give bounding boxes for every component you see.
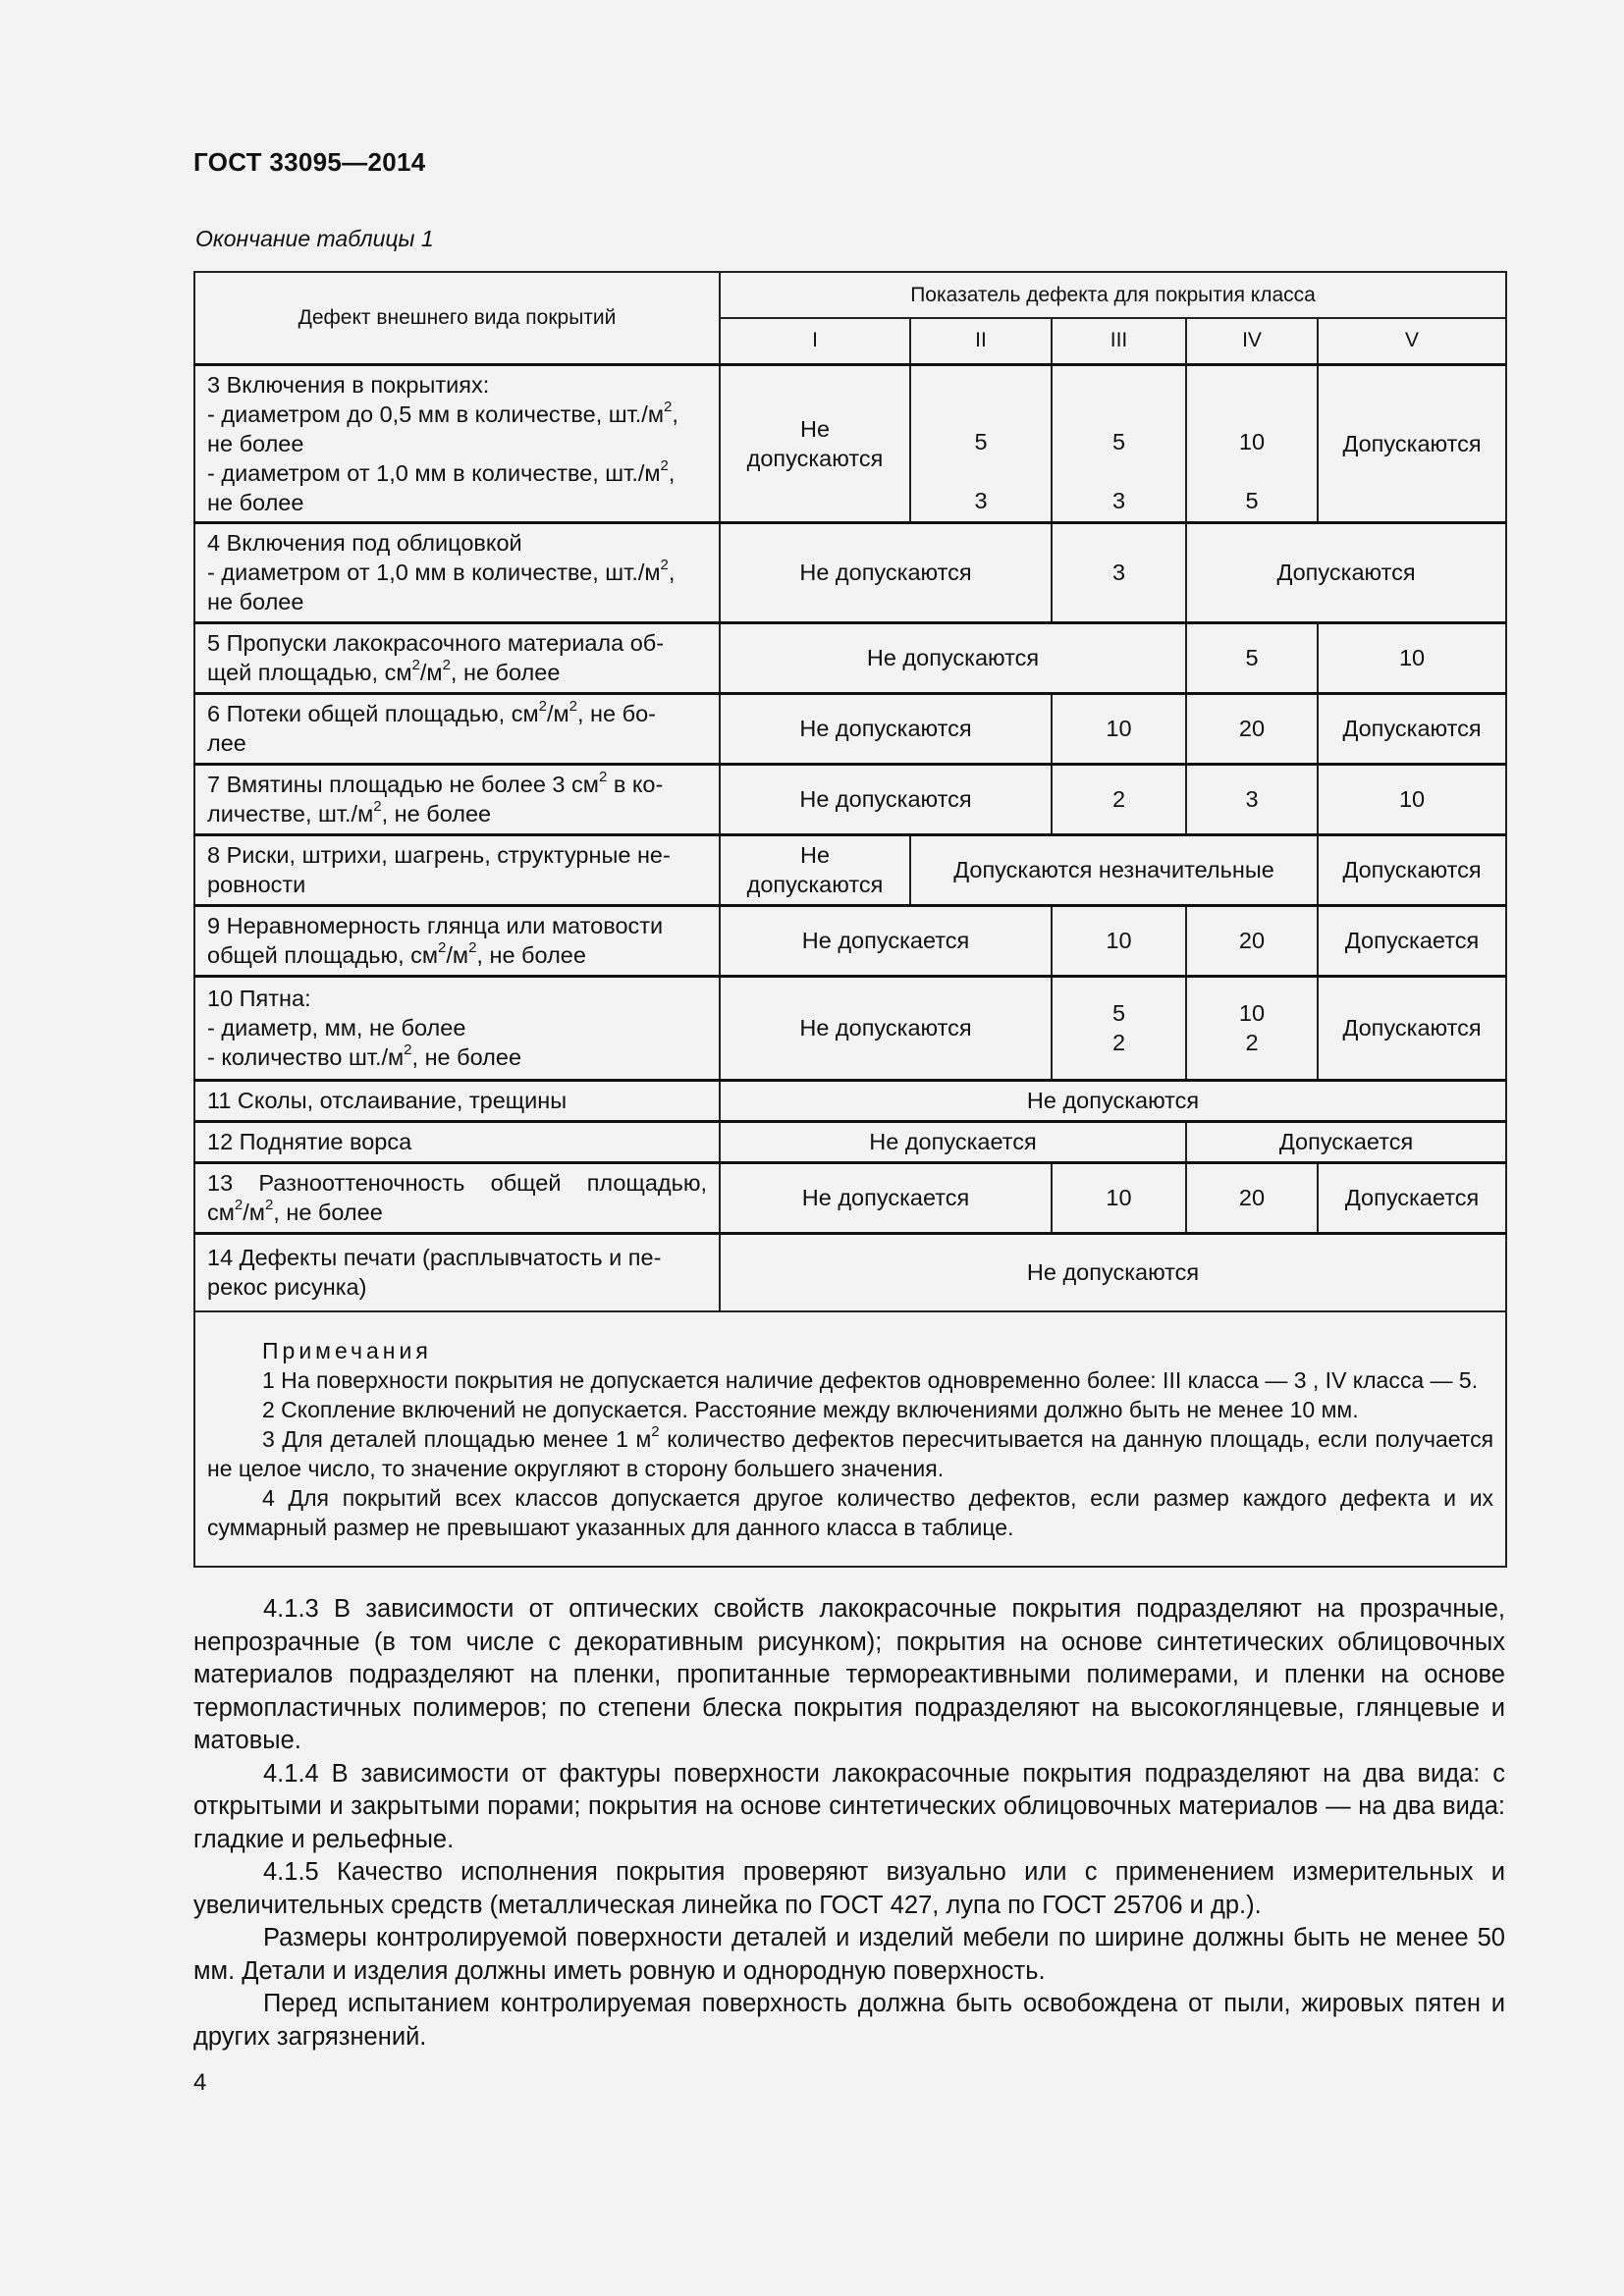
class-header-iv: IV xyxy=(1186,318,1318,364)
defect-name: 10 Пятна: - диаметр, мм, не более - количество $шт./м^2$, не более xyxy=(194,976,720,1080)
value-class-ii: 5 3 xyxy=(910,364,1052,522)
table-row xyxy=(194,1162,1506,1233)
notes-title: Примечания xyxy=(262,1338,432,1363)
value-class-i-ii: Не допускаются xyxy=(720,764,1052,834)
value-class-v: Допускаются xyxy=(1318,364,1506,522)
value-class-i-ii: Не допускаются xyxy=(720,522,1052,622)
class-header-v: V xyxy=(1318,318,1506,364)
value-class-i: Не допускаются xyxy=(720,834,910,905)
defect-column-header: Дефект внешнего вида покрытий xyxy=(194,272,720,364)
value-class-i-ii: Не допускается xyxy=(720,1162,1052,1233)
value-class-v: 10 xyxy=(1318,622,1506,693)
paragraph-cleaning: Перед испытанием контролируемая поверхность должна быть освобождена от пыли, жировых пятен и других загрязнений. xyxy=(193,1990,1505,2051)
paragraph-sizes: Размеры контролируемой поверхности деталей и изделий мебели по ширине должны быть не менее 50 мм. Детали и изделия должны иметь ровную и однородную поверхность. xyxy=(193,1924,1505,1985)
value-class-iv: 20 xyxy=(1186,1162,1318,1233)
value-class-i-iii: Не допускается xyxy=(720,1121,1186,1162)
value-class-iii: 10 xyxy=(1052,1162,1186,1233)
defect-name: 11 Сколы, отслаивание, трещины xyxy=(194,1080,720,1121)
value-class-iii: 5 2 xyxy=(1052,976,1186,1080)
value-class-iii: 2 xyxy=(1052,764,1186,834)
defect-name: 13 Разнооттеночность общей площадью, $см^2/м^2$, не более xyxy=(194,1162,720,1233)
value-class-iv-v: Допускаются xyxy=(1186,522,1506,622)
value-class-i-ii: Не допускаются xyxy=(720,976,1052,1080)
value-class-v: Допускаются xyxy=(1318,976,1506,1080)
defect-name: 8 Риски, штрихи, шагрень, структурные не- ровности xyxy=(194,834,720,905)
defect-name: 3 Включения в покрытиях: - диаметром до 0,5 мм в количестве, $шт./м^2$, не более - диаметром от 1,0 мм в количестве, $шт./м^2$, не более xyxy=(194,364,720,522)
table-row xyxy=(194,834,1506,905)
value-class-iii: 5 3 xyxy=(1052,364,1186,522)
defect-name: 6 Потеки общей площадью, $см^2/м^2$, не бо- лее xyxy=(194,693,720,764)
body-text xyxy=(193,1593,1505,2054)
defect-name: 14 Дефекты печати (расплывчатость и пе- рекос рисунка) xyxy=(194,1233,720,1311)
table-row xyxy=(194,1233,1506,1311)
paragraph-4-1-4: 4.1.4 В зависимости от фактуры поверхности лакокрасочные покрытия подразделяют на два вида: с открытыми и закрытыми порами; покрытия на основе синтетических облицовочных материалов — на два вида: гладкие и рельефные. xyxy=(193,1759,1505,1853)
value-class-i: Не допускаются xyxy=(720,364,910,522)
value-class-iv: 10 2 xyxy=(1186,976,1318,1080)
defect-name: 9 Неравномерность глянца или матовости общей площадью, $см^2/м^2$, не более xyxy=(194,905,720,976)
value-class-v: Допускаются xyxy=(1318,693,1506,764)
value-class-v: 10 xyxy=(1318,764,1506,834)
note-3: 3 Для деталей площадью менее 1 $м^2$ количество дефектов пересчитывается на данную площадь, если получается не целое число, то значение округляют в сторону большего значения. xyxy=(207,1423,1494,1481)
page-number: 4 xyxy=(193,2069,207,2096)
value-class-iv: 20 xyxy=(1186,905,1318,976)
value-class-i-iii: Не допускаются xyxy=(720,622,1186,693)
table-row xyxy=(194,905,1506,976)
class-header-ii: II xyxy=(910,318,1052,364)
table-row xyxy=(194,522,1506,622)
table-row xyxy=(194,622,1506,693)
value-class-iv-v: Допускается xyxy=(1186,1121,1506,1162)
value-class-iii: 10 xyxy=(1052,693,1186,764)
paragraph-4-1-5: 4.1.5 Качество исполнения покрытия проверяют визуально или с применением измерительных и увеличительных средств (металлическая линейка по ГОСТ 427, лупа по ГОСТ 25706 и др.). xyxy=(193,1858,1505,1919)
defect-name: 5 Пропуски лакокрасочного материала об- щей площадью, $см^2/м^2$, не более xyxy=(194,622,720,693)
value-class-v: Допускаются xyxy=(1318,834,1506,905)
note-2: 2 Скопление включений не допускается. Расстояние между включениями должно быть не менее 10 мм. xyxy=(262,1397,1359,1422)
value-class-iv: 5 xyxy=(1186,622,1318,693)
table-caption: Окончание таблицы 1 xyxy=(195,226,434,251)
value-class-iv: 20 xyxy=(1186,693,1318,764)
value-class-v: Допускается xyxy=(1318,905,1506,976)
class-header-i: I xyxy=(720,318,910,364)
table-row xyxy=(194,1121,1506,1162)
value-class-iii: 10 xyxy=(1052,905,1186,976)
table-row xyxy=(194,364,1506,522)
table-notes xyxy=(194,1311,1506,1567)
defect-name: 4 Включения под облицовкой - диаметром от 1,0 мм в количестве, $шт./м^2$, не более xyxy=(194,522,720,622)
value-class-iv: 10 5 xyxy=(1186,364,1318,522)
class-header-iii: III xyxy=(1052,318,1186,364)
document-code: ГОСТ 33095—2014 xyxy=(193,147,426,177)
value-class-iv: 3 xyxy=(1186,764,1318,834)
notes-row xyxy=(194,1311,1506,1567)
table-row xyxy=(194,1080,1506,1121)
defect-name: 7 Вмятины площадью не более 3 $см^2$ в ко- личестве, $шт./м^2$, не более xyxy=(194,764,720,834)
value-class-i-ii: Не допускается xyxy=(720,905,1052,976)
value-class-iii: 3 xyxy=(1052,522,1186,622)
value-class-ii-iv: Допускаются незначительные xyxy=(910,834,1318,905)
note-1: 1 На поверхности покрытия не допускается наличие дефектов одновременно более: III класса — 3 , IV класса — 5. xyxy=(262,1367,1479,1393)
table-row xyxy=(194,764,1506,834)
table-row xyxy=(194,693,1506,764)
value-class-v: Допускается xyxy=(1318,1162,1506,1233)
value-all-classes: Не допускаются xyxy=(720,1080,1506,1121)
table-row xyxy=(194,976,1506,1080)
value-class-i-ii: Не допускаются xyxy=(720,693,1052,764)
paragraph-4-1-3: 4.1.3 В зависимости от оптических свойств лакокрасочные покрытия подразделяют на прозрачные, непрозрачные (в том числе с декоративным рисунком); покрытия на основе синтетических облицовочных материалов подразделяют на пленки, пропитанные термореактивными полимерами, и пленки на основе термопластичных полимеров; по степени блеска покрытия подразделяют на высокоглянцевые, глянцевые и матовые. xyxy=(193,1595,1505,1754)
defect-name: 12 Поднятие ворса xyxy=(194,1121,720,1162)
value-all-classes: Не допускаются xyxy=(720,1233,1506,1311)
note-4: 4 Для покрытий всех классов допускается другое количество дефектов, если размер каждого дефекта и их суммарный размер не превышают указанных для данного класса в таблице. xyxy=(207,1485,1494,1540)
class-group-header: Показатель дефекта для покрытия класса xyxy=(720,272,1506,318)
defects-table xyxy=(193,271,1507,1568)
